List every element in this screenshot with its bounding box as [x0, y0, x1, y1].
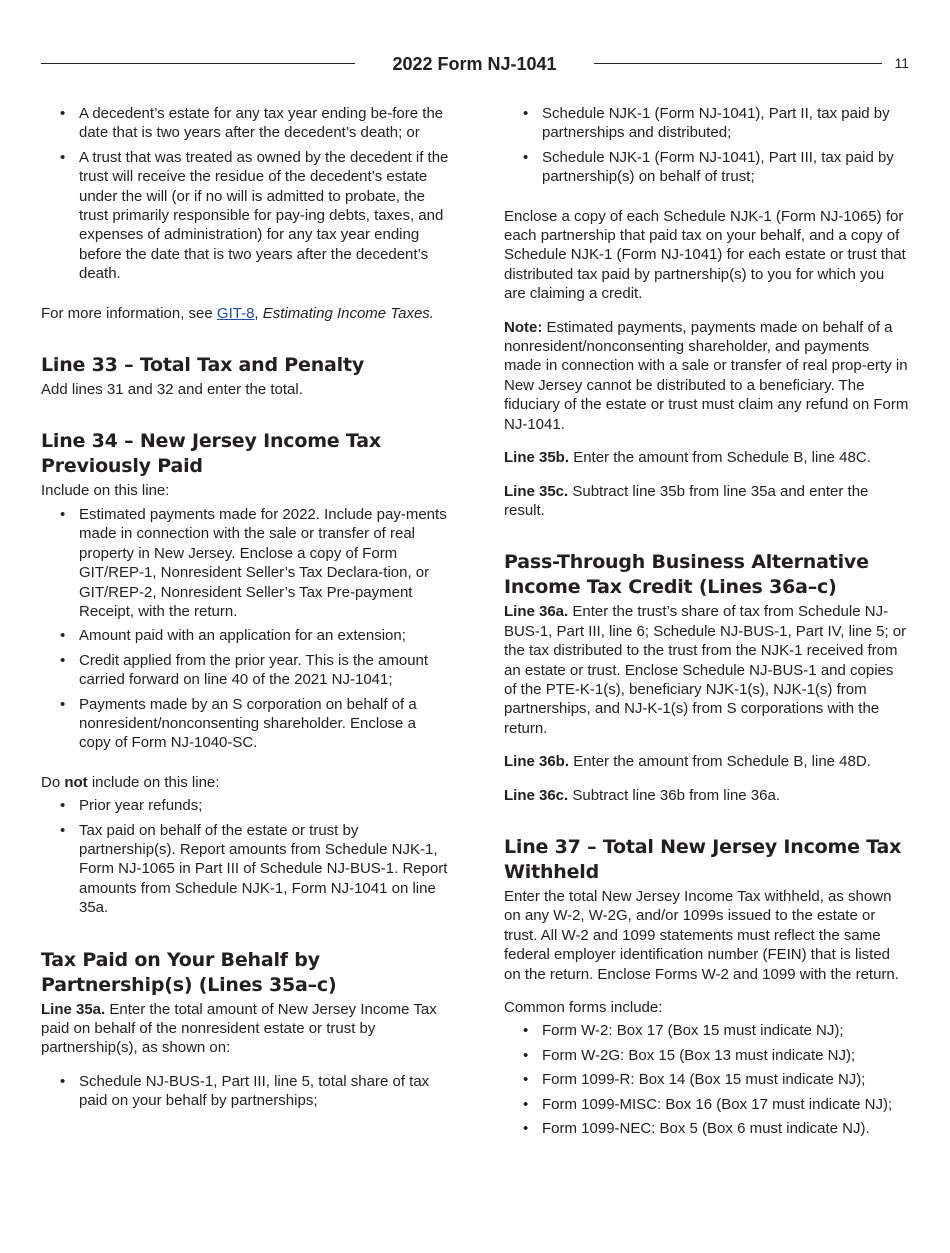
line-33-heading: Line 33 – Total Tax and Penalty: [41, 354, 365, 377]
line-34-include-list: [41, 505, 451, 753]
line-35b-label: Line 35b.: [504, 449, 570, 467]
list-item: • Form 1099-MISC: Box 16 (Box 17 must indicate NJ);: [542, 1095, 910, 1114]
note-label: Note:: [504, 318, 543, 336]
list-item: • Form W-2G: Box 15 (Box 13 must indicate NJ);: [542, 1046, 910, 1065]
line-35c-text: Subtract line 35b from line 35a and enter the result.: [504, 482, 869, 519]
list-item: • Tax paid on behalf of the estate or trust by partnership(s). Report amounts from Schedule NJK-1, Form NJ-1065 in Part III of Schedule NJ-BUS-1. Report amounts from Schedule NJK-1, Form NJ-1041 on line 35a.: [79, 821, 451, 918]
right-column: [504, 104, 910, 1152]
exclude-bold: not: [64, 773, 88, 791]
enclose-paragraph: Enclose a copy of each Schedule NJK-1 (Form NJ-1065) for each partnership that paid tax on your behalf, and a copy of Schedule NJK-1 (Form NJ-1041) for each estate or trust that distributed tax paid by partnership(s) to you for which you are claiming a credit.: [504, 207, 906, 303]
line-36-heading: Pass-Through Business Alternative Income Tax Credit (Lines 36a–c): [504, 551, 869, 599]
exclude-pre: Do: [41, 773, 65, 791]
line-35b-paragraph: [504, 448, 910, 467]
more-info-title: Estimating Income Taxes.: [262, 304, 434, 322]
line-36a-label: Line 36a.: [504, 603, 569, 621]
list-item: • Form 1099-R: Box 14 (Box 15 must indicate NJ);: [542, 1070, 910, 1089]
line-33-text: Add lines 31 and 32 and enter the total.: [41, 381, 303, 399]
line-34-include-intro: Include on this line:: [41, 482, 170, 500]
line-36a-text: Enter the trust’s share of tax from Schedule NJ-BUS-1, Part III, line 6; Schedule NJ-BUS-1, Part IV, line 5; or the tax distributed to the trust from the NJK-1 received from an estate or trust. Enclose Schedule NJ-BUS-1 and copies of the PTE-K-1(s), beneficiary NJK-1(s), NJK-1(s) from partnerships, and NJ-K-1(s) from S corporations with the return.: [504, 603, 907, 737]
exclude-post: include on this line:: [87, 773, 220, 791]
line-34-exclude-intro: [41, 773, 451, 792]
line-36b-label: Line 36b.: [504, 753, 570, 771]
list-item: • Estimated payments made for 2022. Include pay-ments made in connection with the sale or transfer of real property in New Jersey. Enclose a copy of Form GIT/REP-1, Nonresident Seller’s Tax Declara-tion, or GIT/REP-2, Nonresident Seller’s Tax Pre-payment Receipt, with the return.: [79, 505, 451, 621]
list-item: • A trust that was treated as owned by the decedent if the trust will receive the residue of the decedent’s estate under the will (or if no will is admitted to probate, the trust primarily responsible for pay-ing debts, taxes, and expenses of administration) for any tax year ending before the date that is two years after the decedent’s death.: [79, 148, 451, 284]
line-35a-label: Line 35a.: [41, 1000, 106, 1018]
line-35b-text: Enter the amount from Schedule B, line 48C.: [569, 449, 871, 467]
note-paragraph: [504, 318, 910, 434]
line-35a-list-continued: [504, 104, 910, 187]
note-text: Estimated payments, payments made on behalf of a nonresident/nonconsenting shareholder, and payments made in connection with a sale or transfer of real prop-erty in New Jersey cannot be distributed to a beneficiary. The fiduciary of the estate or trust must claim any refund on Form NJ-1041.: [504, 318, 909, 433]
common-forms-intro: Common forms include:: [504, 999, 663, 1016]
line-35c-paragraph: [504, 482, 910, 521]
page-number: 11: [894, 55, 909, 71]
page-header: [41, 52, 909, 76]
line-35a-list: [41, 1072, 451, 1111]
git-8-link[interactable]: GIT-8: [216, 304, 255, 322]
line-37-heading: Line 37 – Total New Jersey Income Tax Withheld: [504, 835, 902, 883]
list-item: • Amount paid with an application for an extension;: [79, 626, 451, 645]
decedent-bullet-list: [41, 104, 451, 284]
line-36c-label: Line 36c.: [504, 786, 569, 804]
line-36b-text: Enter the amount from Schedule B, line 48D.: [569, 753, 871, 771]
list-item: • Payments made by an S corporation on behalf of a nonresident/nonconsenting shareholder. Enclose a copy of Form NJ-1040-SC.: [79, 695, 451, 753]
list-item: • Form 1099-NEC: Box 5 (Box 6 must indicate NJ).: [542, 1119, 910, 1138]
list-item: • Schedule NJK-1 (Form NJ-1041), Part II, tax paid by partnerships and distributed;: [542, 104, 910, 143]
more-info-paragraph: [41, 304, 451, 323]
header-rule-right: [594, 63, 882, 64]
list-item: • Schedule NJK-1 (Form NJ-1041), Part III, tax paid by partnership(s) on behalf of trust;: [542, 148, 910, 187]
line-35a-paragraph: [41, 1000, 451, 1058]
line-35-heading: Tax Paid on Your Behalf by Partnership(s) (Lines 35a–c): [41, 948, 337, 996]
list-item: • Credit applied from the prior year. This is the amount carried forward on line 40 of the 2021 NJ-1041;: [79, 651, 451, 690]
header-rule-left: [41, 63, 355, 64]
line-35a-text: Enter the total amount of New Jersey Income Tax paid on behalf of the nonresident estate or trust by partnership(s), as shown on:: [41, 1000, 437, 1057]
list-item: • A decedent’s estate for any tax year ending be-fore the date that is two years after the decedent’s death; or: [79, 104, 451, 143]
line-34-heading: Line 34 – New Jersey Income Tax Previously Paid: [41, 430, 381, 478]
list-item: • Form W-2: Box 17 (Box 15 must indicate NJ);: [542, 1021, 910, 1040]
line-36c-paragraph: [504, 786, 910, 805]
line-37-text: Enter the total New Jersey Income Tax withheld, as shown on any W-2, W-2G, and/or 1099s issued to the estate or trust. All W-2 and 1099 statements must reflect the same federal employer identification number (FEIN) that is listed on the return. Enclose Forms W-2 and 1099 with the return.: [504, 887, 899, 983]
more-info-prefix: For more information, see: [41, 304, 217, 322]
line-34-exclude-list: [41, 796, 451, 917]
line-36c-text: Subtract line 36b from line 36a.: [568, 786, 780, 804]
form-title: 2022 Form NJ-1041: [392, 54, 557, 74]
common-forms-list: [504, 1021, 910, 1138]
line-36b-paragraph: [504, 752, 910, 771]
left-column: [41, 104, 451, 1125]
line-36a-paragraph: [504, 602, 910, 738]
list-item: • Schedule NJ-BUS-1, Part III, line 5, total share of tax paid on your behalf by partnerships;: [79, 1072, 451, 1111]
list-item: • Prior year refunds;: [79, 796, 451, 815]
line-35c-label: Line 35c.: [504, 482, 569, 500]
more-info-sep: ,: [254, 304, 263, 322]
